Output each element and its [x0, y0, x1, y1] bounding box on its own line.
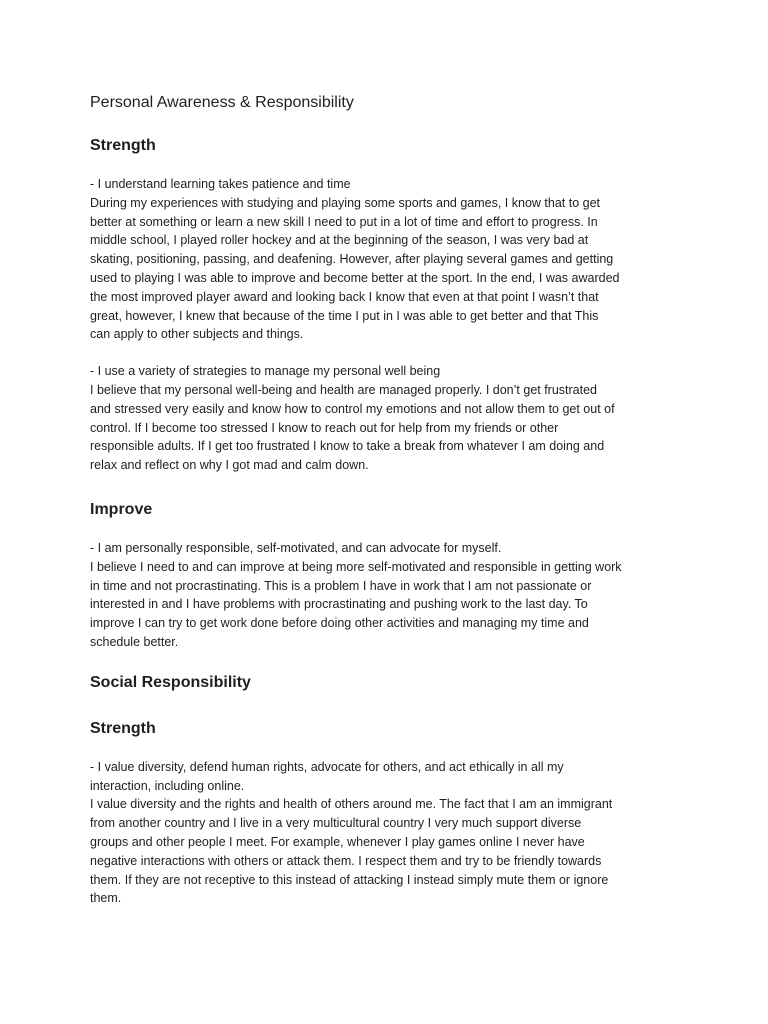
text-line: skating, positioning, passing, and deafening. However, after playing several games and getting: [90, 252, 614, 267]
text-line: from another country and I live in a very multicultural country I very much support diverse: [90, 816, 582, 831]
text-line: During my experiences with studying and playing some sports and games, I know that to get: [90, 195, 600, 210]
paragraph-self-motivated: [90, 539, 690, 652]
text-line: I value diversity and the rights and health of others around me. The fact that I am an immigrant: [90, 797, 613, 812]
section-title-social-responsibility: Social Responsibility: [90, 673, 251, 691]
text-line: control. If I become too stressed I know to reach out for help from my friends or other: [90, 420, 559, 435]
text-line: - I understand learning takes patience and time: [90, 177, 351, 191]
heading-strength-2: Strength: [90, 719, 156, 737]
section-title-personal-awareness: Personal Awareness & Responsibility: [90, 94, 354, 111]
text-line: great, however, I knew that because of the time I put in I was able to get better and that This: [90, 308, 599, 323]
text-line: the most improved player award and looking back I know that even at that point I wasn’t that: [90, 289, 599, 304]
text-line: improve I can try to get work done before doing other activities and managing my time and: [90, 616, 589, 631]
paragraph-value-diversity: [90, 758, 690, 908]
text-line: them. If they are not receptive to this instead of attacking I instead simply mute them or ignore: [90, 872, 609, 887]
text-line: relax and reflect on why I got mad and calm down.: [90, 458, 369, 473]
text-line: and stressed very easily and know how to control my emotions and not allow them to get out of: [90, 401, 615, 416]
text-line: interaction, including online.: [90, 778, 245, 793]
text-line: - I value diversity, defend human rights, advocate for others, and act ethically in all my: [90, 759, 564, 774]
text-line: in time and not procrastinating. This is a problem I have in work that I am not passionate or: [90, 578, 592, 593]
text-line: I believe I need to and can improve at being more self-motivated and responsible in getting work: [90, 559, 622, 574]
heading-improve: Improve: [90, 500, 153, 518]
text-line: schedule better.: [90, 634, 179, 649]
text-line: negative interactions with others or attack them. I respect them and try to be friendly towards: [90, 853, 602, 868]
text-line: them.: [90, 891, 122, 906]
text-line: middle school, I played roller hockey and at the beginning of the season, I was very bad at: [90, 233, 589, 248]
text-line: can apply to other subjects and things.: [90, 327, 304, 342]
text-line: responsible adults. If I get too frustrated I know to take a break from whatever I am doing and: [90, 439, 605, 454]
text-line: groups and other people I meet. For example, whenever I play games online I never have: [90, 834, 585, 849]
paragraph-well-being: [90, 362, 690, 475]
text-line: - I use a variety of strategies to manage my personal well being: [90, 364, 441, 379]
text-line: better at something or learn a new skill I need to put in a lot of time and effort to progress. In: [90, 214, 598, 229]
text-line: interested in and I have problems with procrastinating and pushing work to the last day. To: [90, 597, 588, 612]
text-line: used to playing I was able to improve and become better at the sport. In the end, I was awarded: [90, 270, 620, 285]
text-line: I believe that my personal well-being and health are managed properly. I don’t get frustrated: [90, 382, 598, 397]
paragraph-learning-patience: [90, 175, 690, 344]
text-line: - I am personally responsible, self-motivated, and can advocate for myself.: [90, 540, 502, 555]
document-page: [90, 92, 690, 908]
heading-strength-1: Strength: [90, 137, 156, 154]
